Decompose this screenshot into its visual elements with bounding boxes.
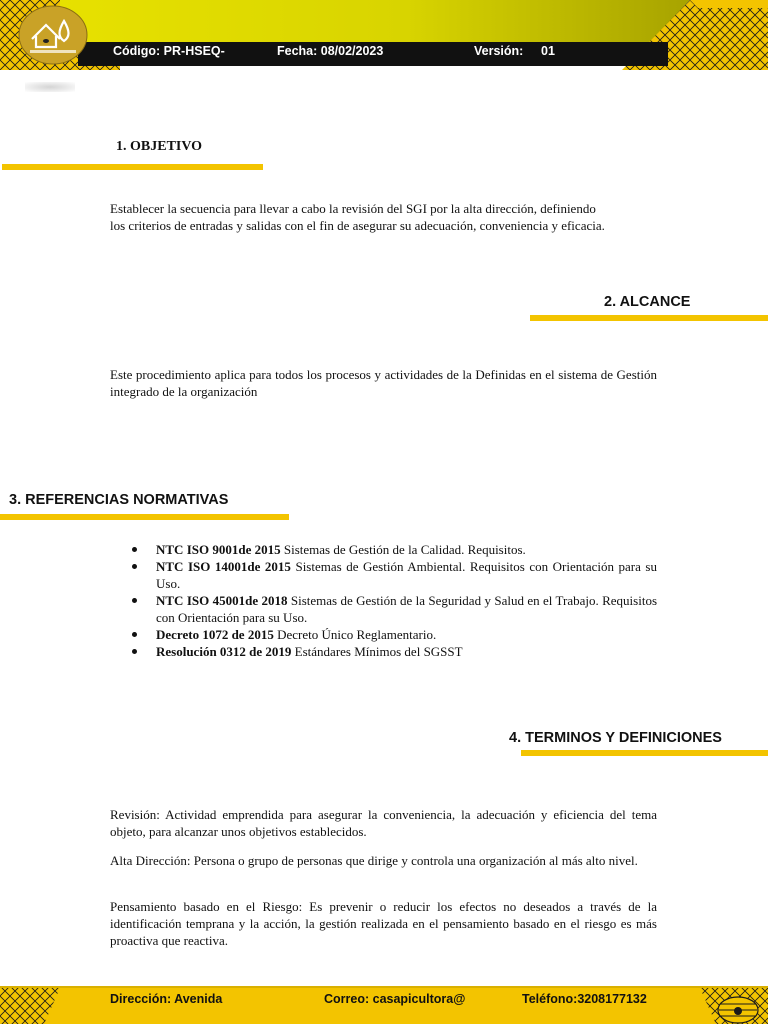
bullet-icon <box>132 547 137 552</box>
objetivo-line: los criterios de entradas y salidas con el fin de asegurar su adecuación, conveniencia y eficacia. <box>110 218 605 233</box>
reference-name: NTC ISO 14001de 2015 <box>156 559 291 574</box>
bullet-icon <box>132 598 137 603</box>
section-title-objetivo: 1. OBJETIVO <box>116 139 203 154</box>
reference-description: Sistemas de Gestión Ambiental. Requisitos con Orientación para su Uso. <box>156 559 657 591</box>
section-rule-referencias <box>0 514 289 520</box>
section-rule-alcance <box>530 315 768 321</box>
list-item <box>130 626 657 643</box>
section-rule-terminos <box>521 750 768 756</box>
bullet-icon <box>132 649 137 654</box>
bullet-icon <box>132 632 137 637</box>
document-date: Fecha: 08/02/2023 <box>277 44 384 58</box>
definition-paragraph: Revisión: Actividad emprendida para asegurar la conveniencia, la adecuación y eficiencia del tema objeto, para alcanzar unos objetivos establecidos. <box>110 807 657 839</box>
version-value: 01 <box>541 44 555 58</box>
reference-description: Sistemas de Gestión de la Calidad. Requisitos. <box>280 542 526 557</box>
reference-name: NTC ISO 45001de 2018 <box>156 593 288 608</box>
company-logo <box>18 5 88 65</box>
document-code: Código: PR-HSEQ- <box>113 44 225 58</box>
decorative-smudge <box>25 82 75 92</box>
reference-name: Resolución 0312 de 2019 <box>156 644 292 659</box>
footer-phone: Teléfono:3208177132 <box>522 992 647 1006</box>
reference-description: Sistemas de Gestión de la Seguridad y Salud en el Trabajo. Requisitos con Orientación para su Uso. <box>156 593 657 625</box>
bullet-icon <box>132 564 137 569</box>
footer-email: Correo: casapicultora@ <box>324 992 466 1006</box>
list-item <box>130 592 657 626</box>
definition-paragraph: Alta Dirección: Persona o grupo de personas que dirige y controla una organización al más alto nivel. <box>110 853 638 868</box>
version-label: Versión: <box>474 44 524 58</box>
section-title-referencias: 3. REFERENCIAS NORMATIVAS <box>9 492 229 508</box>
reference-name: NTC ISO 9001de 2015 <box>156 542 281 557</box>
beehive-icon <box>718 997 758 1023</box>
section-title-alcance: 2. ALCANCE <box>604 294 691 310</box>
footer-address: Dirección: Avenida <box>110 992 223 1006</box>
list-item <box>130 558 657 592</box>
definition-paragraph: Pensamiento basado en el Riesgo: Es prevenir o reducir los efectos no deseados a través de la identificación temprana y la acción, la gestión realizada en el pensamiento basado en el riesgo es más proactiva que reactiva. <box>110 899 657 948</box>
reference-description: Estándares Mínimos del SGSST <box>291 644 463 659</box>
objetivo-line: Establecer la secuencia para llevar a cabo la revisión del SGI por la alta dirección, definiendo <box>110 201 596 216</box>
list-item <box>130 643 657 660</box>
reference-description: Decreto Único Reglamentario. <box>273 627 437 642</box>
reference-name: Decreto 1072 de 2015 <box>156 627 274 642</box>
section-title-terminos: 4. TERMINOS Y DEFINICIONES <box>509 730 722 746</box>
list-item <box>130 541 657 558</box>
objetivo-text <box>110 200 657 234</box>
references-list <box>130 541 657 660</box>
section-rule-objetivo <box>2 164 263 170</box>
alcance-text: Este procedimiento aplica para todos los procesos y actividades de la Definidas en el sistema de Gestión integrado de la organización <box>110 367 657 399</box>
